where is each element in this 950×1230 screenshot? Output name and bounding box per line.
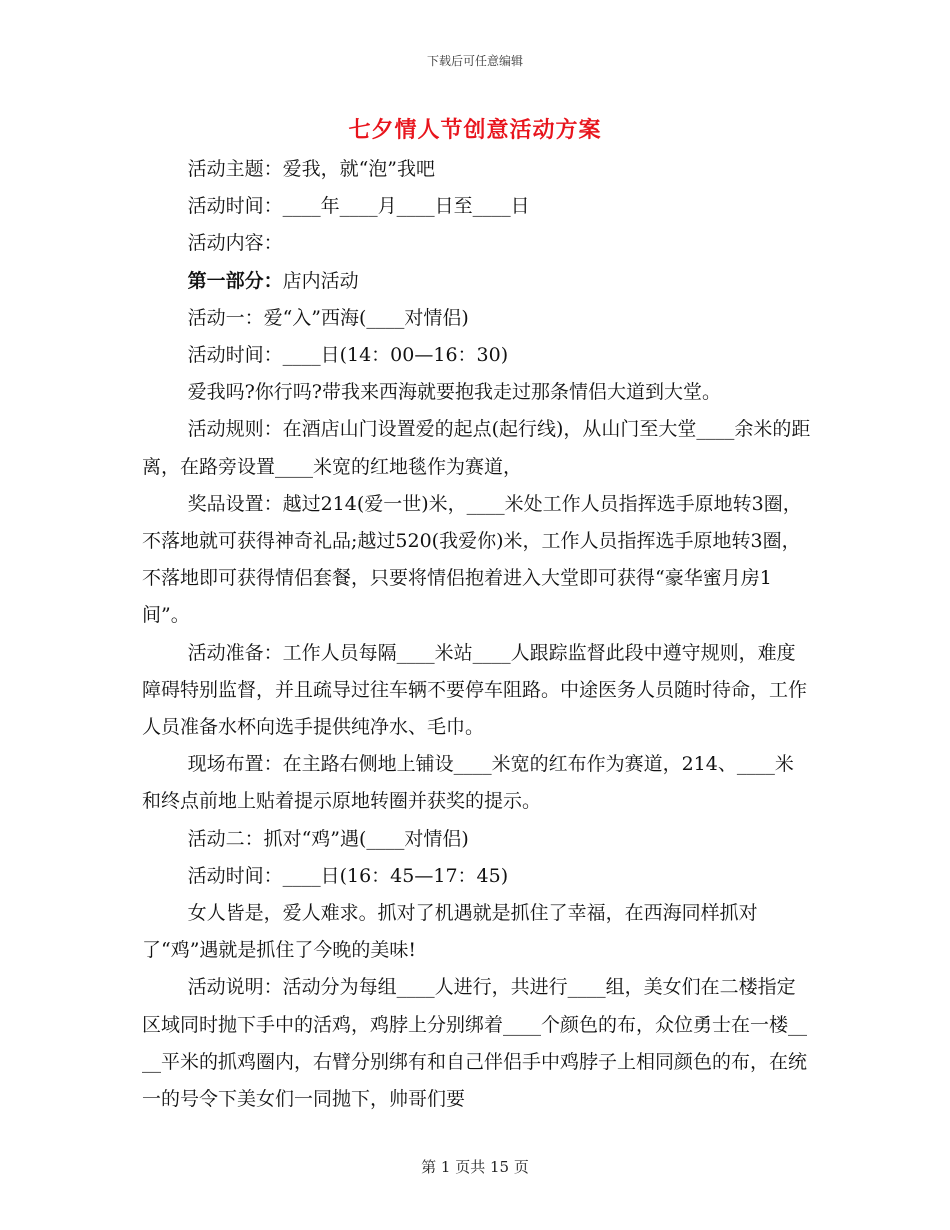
paragraph-part-one bbox=[142, 263, 812, 300]
paragraph-activity-rules: 活动规则：在酒店山门设置爱的起点(起行线)，从山门至大堂____余米的距离，在路旁设置____米宽的红地毯作为赛道， bbox=[142, 418, 811, 478]
paragraph-prizes: 奖品设置：越过214(爱一世)米，____米处工作人员指挥选手原地转3圈，不落地就可获得神奇礼品;越过520(我爱你)米，工作人员指挥选手原地转3圈，不落地即可获得情侣套餐，只要将情侣抱着进入大堂即可获得“豪华蜜月房1间”。 bbox=[142, 492, 802, 627]
paragraph-activity-two: 活动二：抓对“鸡”遇(____对情侣) bbox=[187, 827, 469, 850]
paragraph-theme: 活动主题：爱我，就“泡”我吧 bbox=[187, 158, 436, 180]
paragraph-activity-one-intro: 爱我吗?你行吗?带我来西海就要抱我走过那条情侣大道到大堂。 bbox=[187, 381, 721, 404]
part-one-label: 第一部分： bbox=[187, 269, 283, 292]
paragraph-site-layout: 现场布置：在主路右侧地上铺设____米宽的红布作为赛道，214、____米和终点前地上贴着提示原地转圈并获奖的提示。 bbox=[142, 753, 794, 813]
part-one-text: 店内活动 bbox=[282, 269, 359, 292]
paragraph-activity-one-time: 活动时间：____日(14：00—16：30) bbox=[187, 344, 509, 367]
paragraph-activity-two-intro: 女人皆是，爱人难求。抓对了机遇就是抓住了幸福，在西海同样抓对了“鸡”遇就是抓住了今晚的美味! bbox=[142, 902, 758, 962]
paragraph-activity-one: 活动一：爱“入”西海(____对情侣) bbox=[187, 306, 469, 329]
paragraph-activity-two-time: 活动时间：____日(16：45—17：45) bbox=[187, 864, 509, 887]
document-body bbox=[142, 151, 812, 1118]
paragraph-preparation: 活动准备：工作人员每隔____米站____人跟踪监督此段中遵守规则，难度障碍特别监督，并且疏导过往车辆不要停车阻路。中途医务人员随时待命，工作人员准备水杯向选手提供纯净水、毛巾。 bbox=[142, 641, 808, 739]
paragraph-content: 活动内容： bbox=[187, 232, 283, 255]
paragraph-activity-two-description: 活动说明：活动分为每组____人进行，共进行____组，美女们在二楼指定区域同时抛下手中的活鸡，鸡脖上分别绑着____个颜色的布，众位勇士在一楼____平米的抓鸡圈内，右臂分别绑有和自己伴侣手中鸡脖子上相同颜色的布，在统一的号令下美女们一同抛下，帅哥们要 bbox=[142, 976, 808, 1111]
document-title: 七夕情人节创意活动方案 bbox=[348, 117, 602, 143]
page-footer: 第 1 页共 15 页 bbox=[421, 1158, 529, 1176]
paragraph-time: 活动时间：____年____月____日至____日 bbox=[187, 195, 530, 218]
page-header: 下载后可任意编辑 bbox=[426, 54, 523, 68]
